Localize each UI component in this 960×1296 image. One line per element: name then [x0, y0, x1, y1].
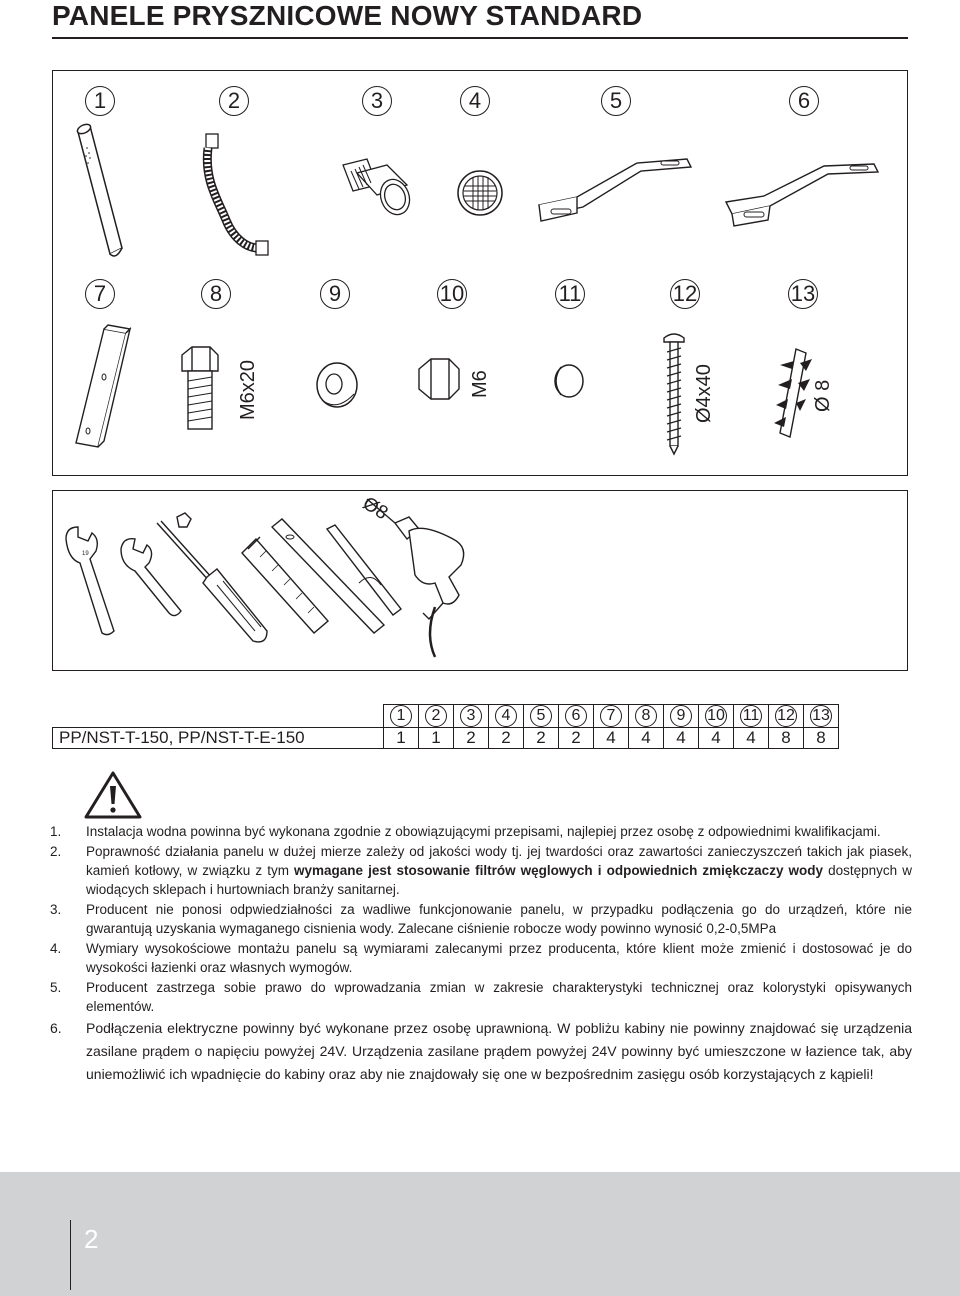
qty-header-cell	[524, 705, 559, 728]
svg-text:19: 19	[82, 551, 89, 557]
nut-label: M6	[469, 370, 491, 398]
qty-header-11: 11	[740, 705, 762, 727]
qty-value-10: 4	[699, 728, 734, 749]
part-number-8: 8	[201, 279, 231, 309]
washer-drawing	[312, 360, 362, 410]
qty-header-cell	[594, 705, 629, 728]
qty-header-cell	[664, 705, 699, 728]
note-5	[50, 978, 912, 1016]
note-number: 2.	[50, 844, 62, 859]
qty-header-cell	[559, 705, 594, 728]
note-text: Instalacja wodna powinna być wykonana zgodnie z obowiązującymi przepisami, najlepiej przez osobę z odpowiednimi kwalifikacjami.	[86, 824, 881, 839]
bolt-label: M6x20	[237, 359, 259, 420]
qty-value-7: 4	[594, 728, 629, 749]
qty-value-11: 4	[734, 728, 769, 749]
note-number: 1.	[50, 824, 62, 839]
note-emphasis: wymagane jest stosowanie filtrów węglowych i odpowiednich zmiękczaczy wody	[294, 863, 824, 878]
bracket-drawing-6	[724, 160, 884, 230]
qty-value-4: 2	[489, 728, 524, 749]
bracket-drawing-5	[537, 155, 697, 225]
sliding-rail-drawing	[64, 325, 144, 465]
qty-header-cell	[804, 705, 839, 728]
note-1	[50, 822, 912, 841]
part-number-10: 10	[437, 279, 467, 309]
note-6	[50, 1017, 912, 1086]
wall-plug-label: Ø 8	[812, 379, 834, 412]
qty-value-1: 1	[384, 728, 419, 749]
qty-header-12: 12	[775, 705, 797, 727]
note-text: Poprawność działania panelu w dużej mierze zależy od jakości wody tj. jej twardości oraz zawartości zanieczyszczeń takich jak piasek, kamień kotłowy, w związku z tym	[86, 844, 912, 878]
part-number-9: 9	[320, 279, 350, 309]
note-text: Podłączenia elektryczne powinny być wykonane przez osobę uprawnioną. W pobliżu kabiny nie powinny znajdować się urządzenia zasilane prądem o napięciu powyżej 24V. Urządzenia zasilane prądem powyżej 24V powinny być umieszczone w łazience tak, aby uniemożliwić ich wpadnięcie do kabiny oraz aby nie znajdowały się one w bezpośrednim zasięgu osób korzystających z kąpieli!	[86, 1020, 912, 1082]
note-number: 3.	[50, 902, 62, 917]
table-row	[53, 728, 839, 749]
qty-header-9: 9	[670, 705, 692, 727]
qty-header-13: 13	[810, 705, 832, 727]
drill-bit-label: Ø8	[358, 493, 392, 525]
qty-value-5: 2	[524, 728, 559, 749]
qty-header-8: 8	[635, 705, 657, 727]
page-footer	[0, 1172, 960, 1296]
qty-header-cell	[734, 705, 769, 728]
qty-header-10: 10	[705, 705, 727, 727]
note-2	[50, 842, 912, 899]
qty-header-cell	[454, 705, 489, 728]
qty-value-3: 2	[454, 728, 489, 749]
part-number-7: 7	[85, 279, 115, 309]
qty-header-5: 5	[530, 705, 552, 727]
qty-header-6: 6	[565, 705, 587, 727]
shower-handle-drawing	[70, 120, 130, 260]
qty-header-cell	[419, 705, 454, 728]
screw-drawing	[660, 330, 690, 455]
model-cell: PP/NST-T-150, PP/NST-T-E-150	[53, 728, 384, 749]
note-number: 6.	[50, 1020, 62, 1036]
part-number-2: 2	[219, 86, 249, 116]
note-number: 4.	[50, 941, 62, 956]
qty-header-cell	[769, 705, 804, 728]
title-rule	[52, 37, 908, 39]
quantity-header-row	[53, 705, 839, 728]
qty-header-cell	[699, 705, 734, 728]
qty-header-2: 2	[425, 705, 447, 727]
qty-value-6: 2	[559, 728, 594, 749]
hose-drawing	[196, 130, 276, 260]
qty-header-cell	[489, 705, 524, 728]
qty-header-cell	[629, 705, 664, 728]
header-empty-cell	[53, 705, 384, 728]
part-number-13: 13	[788, 279, 818, 309]
part-number-1: 1	[85, 86, 115, 116]
part-number-11: 11	[555, 279, 585, 309]
note-text: Producent nie ponosi odpwiedziałności za wadliwe funkcjonowanie panelu, w przypadku podłączenia go do urządzeń, które nie gwarantują uzyskania wymaganego cisnienia wody. Zalecane ciśnienie robocze wody powinno wynosić 0,2-0,5MPa	[86, 902, 912, 936]
note-text: dostępnych w wiodących sklepach i hurtowniach branży sanitarnej.	[86, 863, 912, 897]
wrench-icon	[62, 525, 122, 640]
qty-value-2: 1	[419, 728, 454, 749]
nipple-drawing	[337, 155, 417, 225]
qty-header-7: 7	[600, 705, 622, 727]
part-number-12: 12	[670, 279, 700, 309]
notes-list	[50, 822, 912, 1087]
note-3	[50, 900, 912, 938]
qty-header-1: 1	[390, 705, 412, 727]
qty-value-9: 4	[664, 728, 699, 749]
qty-header-4: 4	[495, 705, 517, 727]
note-number: 5.	[50, 980, 62, 995]
note-4	[50, 939, 912, 977]
nut-drawing	[415, 355, 465, 405]
qty-value-12: 8	[769, 728, 804, 749]
screw-label: Ø4x40	[693, 364, 715, 423]
qty-header-3: 3	[460, 705, 482, 727]
warning-icon	[83, 770, 143, 820]
footer-divider	[70, 1220, 71, 1290]
page-title: PANELE PRYSZNICOWE NOWY STANDARD	[52, 0, 643, 31]
filter-mesh-drawing	[455, 168, 505, 218]
part-number-4: 4	[460, 86, 490, 116]
bolt-drawing	[176, 345, 236, 435]
note-text: Producent zastrzega sobie prawo do wprowadzania zmian w zakresie charakterystyki technicznej oraz kolorystyki opisywanych elementów.	[86, 980, 912, 1014]
page-number: 2	[84, 1224, 99, 1254]
part-number-6: 6	[789, 86, 819, 116]
note-text: Wymiary wysokościowe montażu panelu są wymiarami zalecanymi przez producenta, które klient może zmienić i dostosować je do wysokości łazienki oraz własnych wymogów.	[86, 941, 912, 975]
qty-value-13: 8	[804, 728, 839, 749]
qty-header-cell	[384, 705, 419, 728]
qty-value-8: 4	[629, 728, 664, 749]
quantity-table	[52, 704, 839, 749]
part-number-5: 5	[601, 86, 631, 116]
part-number-3: 3	[362, 86, 392, 116]
cap-drawing	[547, 361, 587, 401]
